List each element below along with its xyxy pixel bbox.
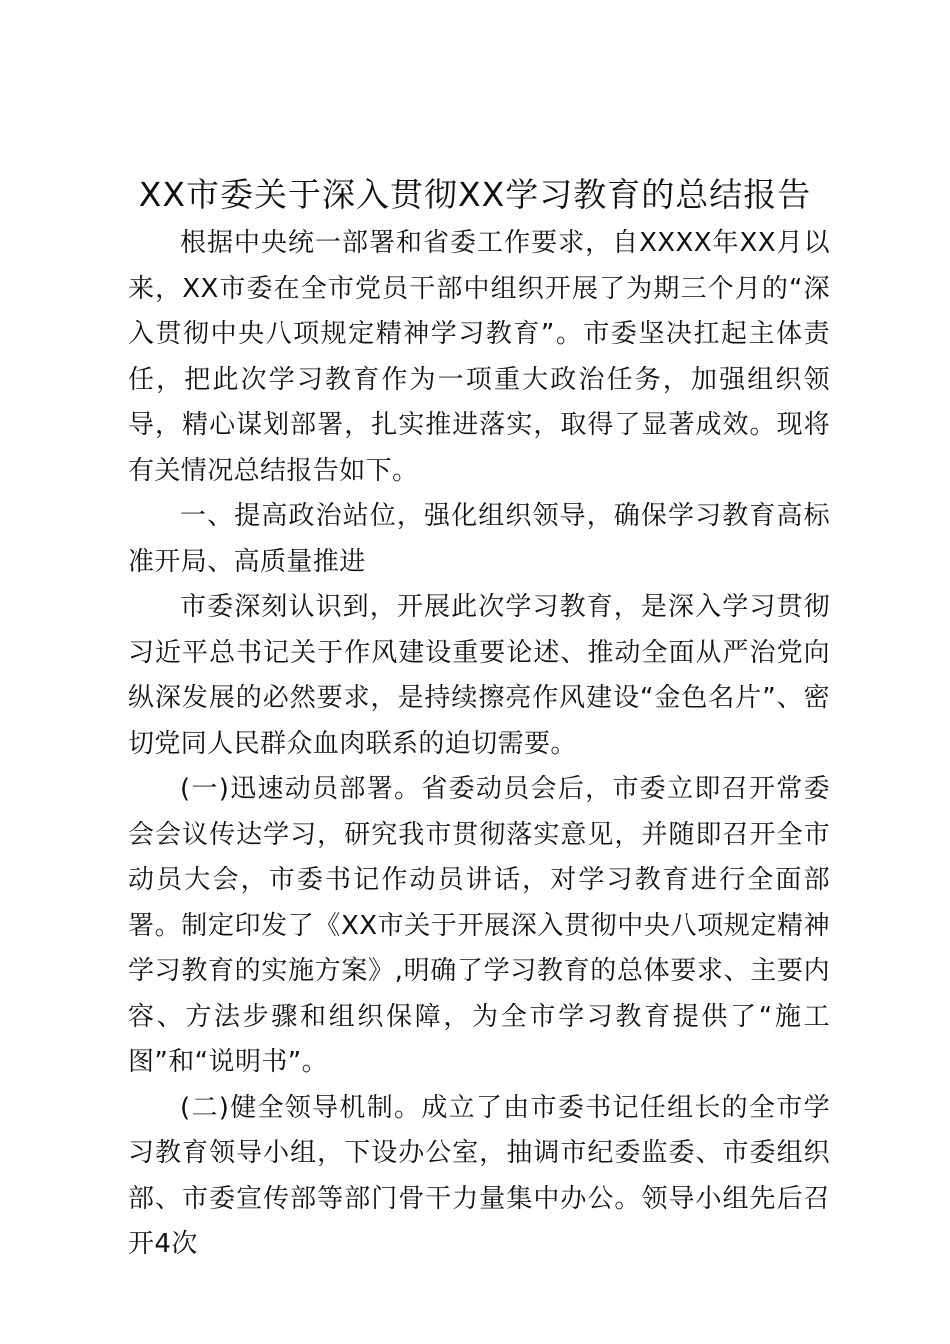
document-title: XX市委关于深入贯彻XX学习教育的总结报告 xyxy=(138,175,812,214)
section-heading-1: 一、提高政治站位，强化组织领导，确保学习教育高标准开局、高质量推进 xyxy=(128,501,830,577)
paragraph-intro: 根据中央统一部署和省委工作要求，自XXXX年XX月以来，XX市委在全市党员干部中组织开展了为期三个月的“深入贯彻中央八项规定精神学习教育”。市委坚决扛起主体责任，把此次学习教育作为一项重大政治任务，加强组织领导，精心谋划部署，扎实推进落实，取得了显著成效。现将有关情况总结报告如下。 xyxy=(128,228,830,486)
paragraph-subsection-2: (二)健全领导机制。成立了由市委书记任组长的全市学习教育领导小组，下设办公室，抽调市纪委监委、市委组织部、市委宣传部等部门骨干力量集中办公。领导小组先后召开4次 xyxy=(128,1092,830,1259)
paragraph-section-1: 市委深刻认识到，开展此次学习教育，是深入学习贯彻习近平总书记关于作风建设重要论述、推动全面从严治党向纵深发展的必然要求，是持续擦亮作风建设“金色名片”、密切党同人民群众血肉联系的迫切需要。 xyxy=(128,592,830,759)
document-body xyxy=(128,221,830,1268)
paragraph-subsection-1: (一)迅速动员部署。省委动员会后，市委立即召开常委会会议传达学习，研究我市贯彻落实意见，并随即召开全市动员大会，市委书记作动员讲话，对学习教育进行全面部署。制定印发了《XX市关于开展深入贯彻中央八项规定精神学习教育的实施方案》,明确了学习教育的总体要求、主要内容、方法步骤和组织保障，为全市学习教育提供了“施工图”和“说明书”。 xyxy=(128,774,830,1077)
